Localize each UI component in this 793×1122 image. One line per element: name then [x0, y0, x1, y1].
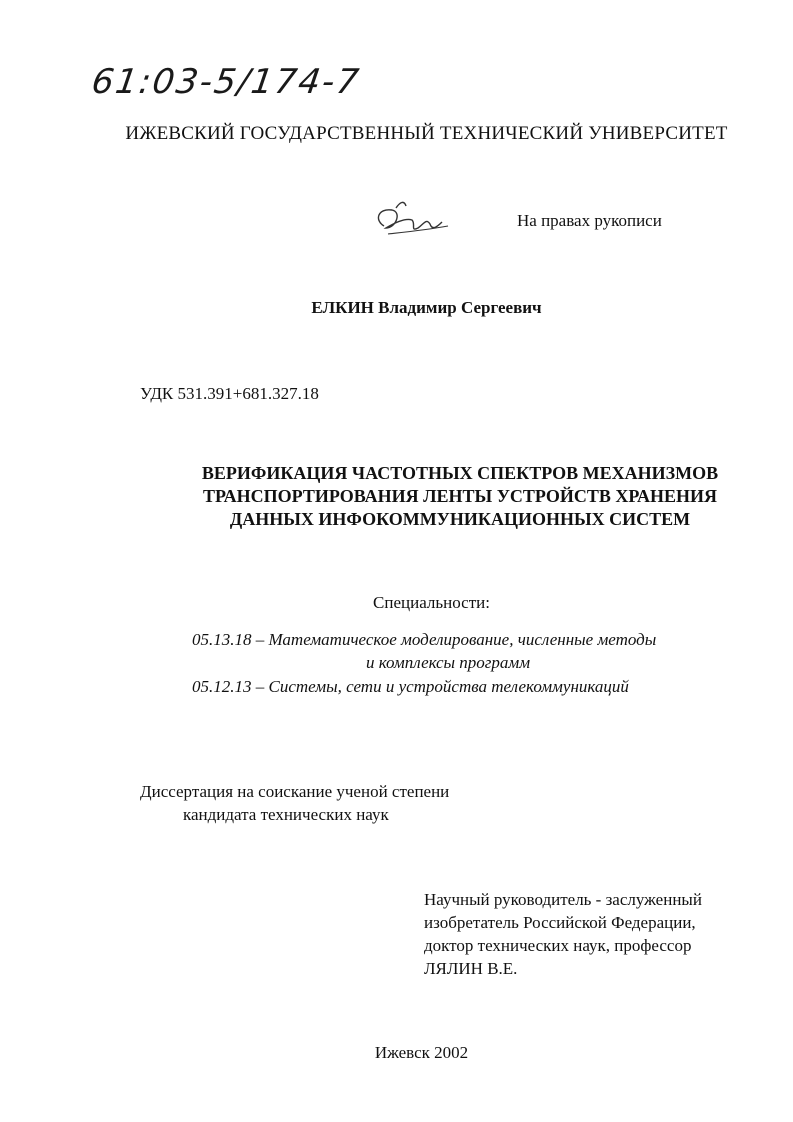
- advisor-line-3: доктор технических наук, профессор: [424, 936, 692, 955]
- specialty-1-line-2: и комплексы программ: [366, 653, 531, 672]
- author-name: ЕЛКИН Владимир Сергеевич: [311, 298, 542, 317]
- dissertation-title: [150, 462, 770, 531]
- specialty-2: 05.12.13 – Системы, сети и устройства телекоммуникаций: [192, 677, 629, 696]
- udk-code: УДК 531.391+681.327.18: [140, 384, 319, 403]
- specialty-1-line-1: 05.13.18 – Математическое моделирование, численные методы: [192, 630, 657, 649]
- advisor-name: ЛЯЛИН В.Е.: [424, 959, 518, 978]
- degree-line-2: кандидата технических наук: [183, 805, 389, 824]
- university-name: ИЖЕВСКИЙ ГОСУДАРСТВЕННЫЙ ТЕХНИЧЕСКИЙ УНИВЕРСИТЕТ: [125, 123, 728, 144]
- specialties-heading: Специальности:: [373, 593, 490, 612]
- title-line-1: ВЕРИФИКАЦИЯ ЧАСТОТНЫХ СПЕКТРОВ МЕХАНИЗМОВ: [201, 463, 719, 483]
- degree-line-1: Диссертация на соискание ученой степени: [140, 782, 450, 801]
- archive-code-handwritten: 61:03-5/174-7: [89, 62, 363, 102]
- title-line-3: ДАННЫХ ИНФОКОММУНИКАЦИОННЫХ СИСТЕМ: [229, 509, 691, 529]
- title-line-2: ТРАНСПОРТИРОВАНИЯ ЛЕНТЫ УСТРОЙСТВ ХРАНЕНИЯ: [202, 486, 718, 506]
- rights-note: На правах рукописи: [517, 211, 662, 230]
- place-year: Ижевск 2002: [374, 1043, 469, 1062]
- signature-icon: [366, 198, 456, 248]
- advisor-line-2: изобретатель Российской Федерации,: [424, 913, 696, 932]
- advisor-line-1: Научный руководитель - заслуженный: [424, 890, 702, 909]
